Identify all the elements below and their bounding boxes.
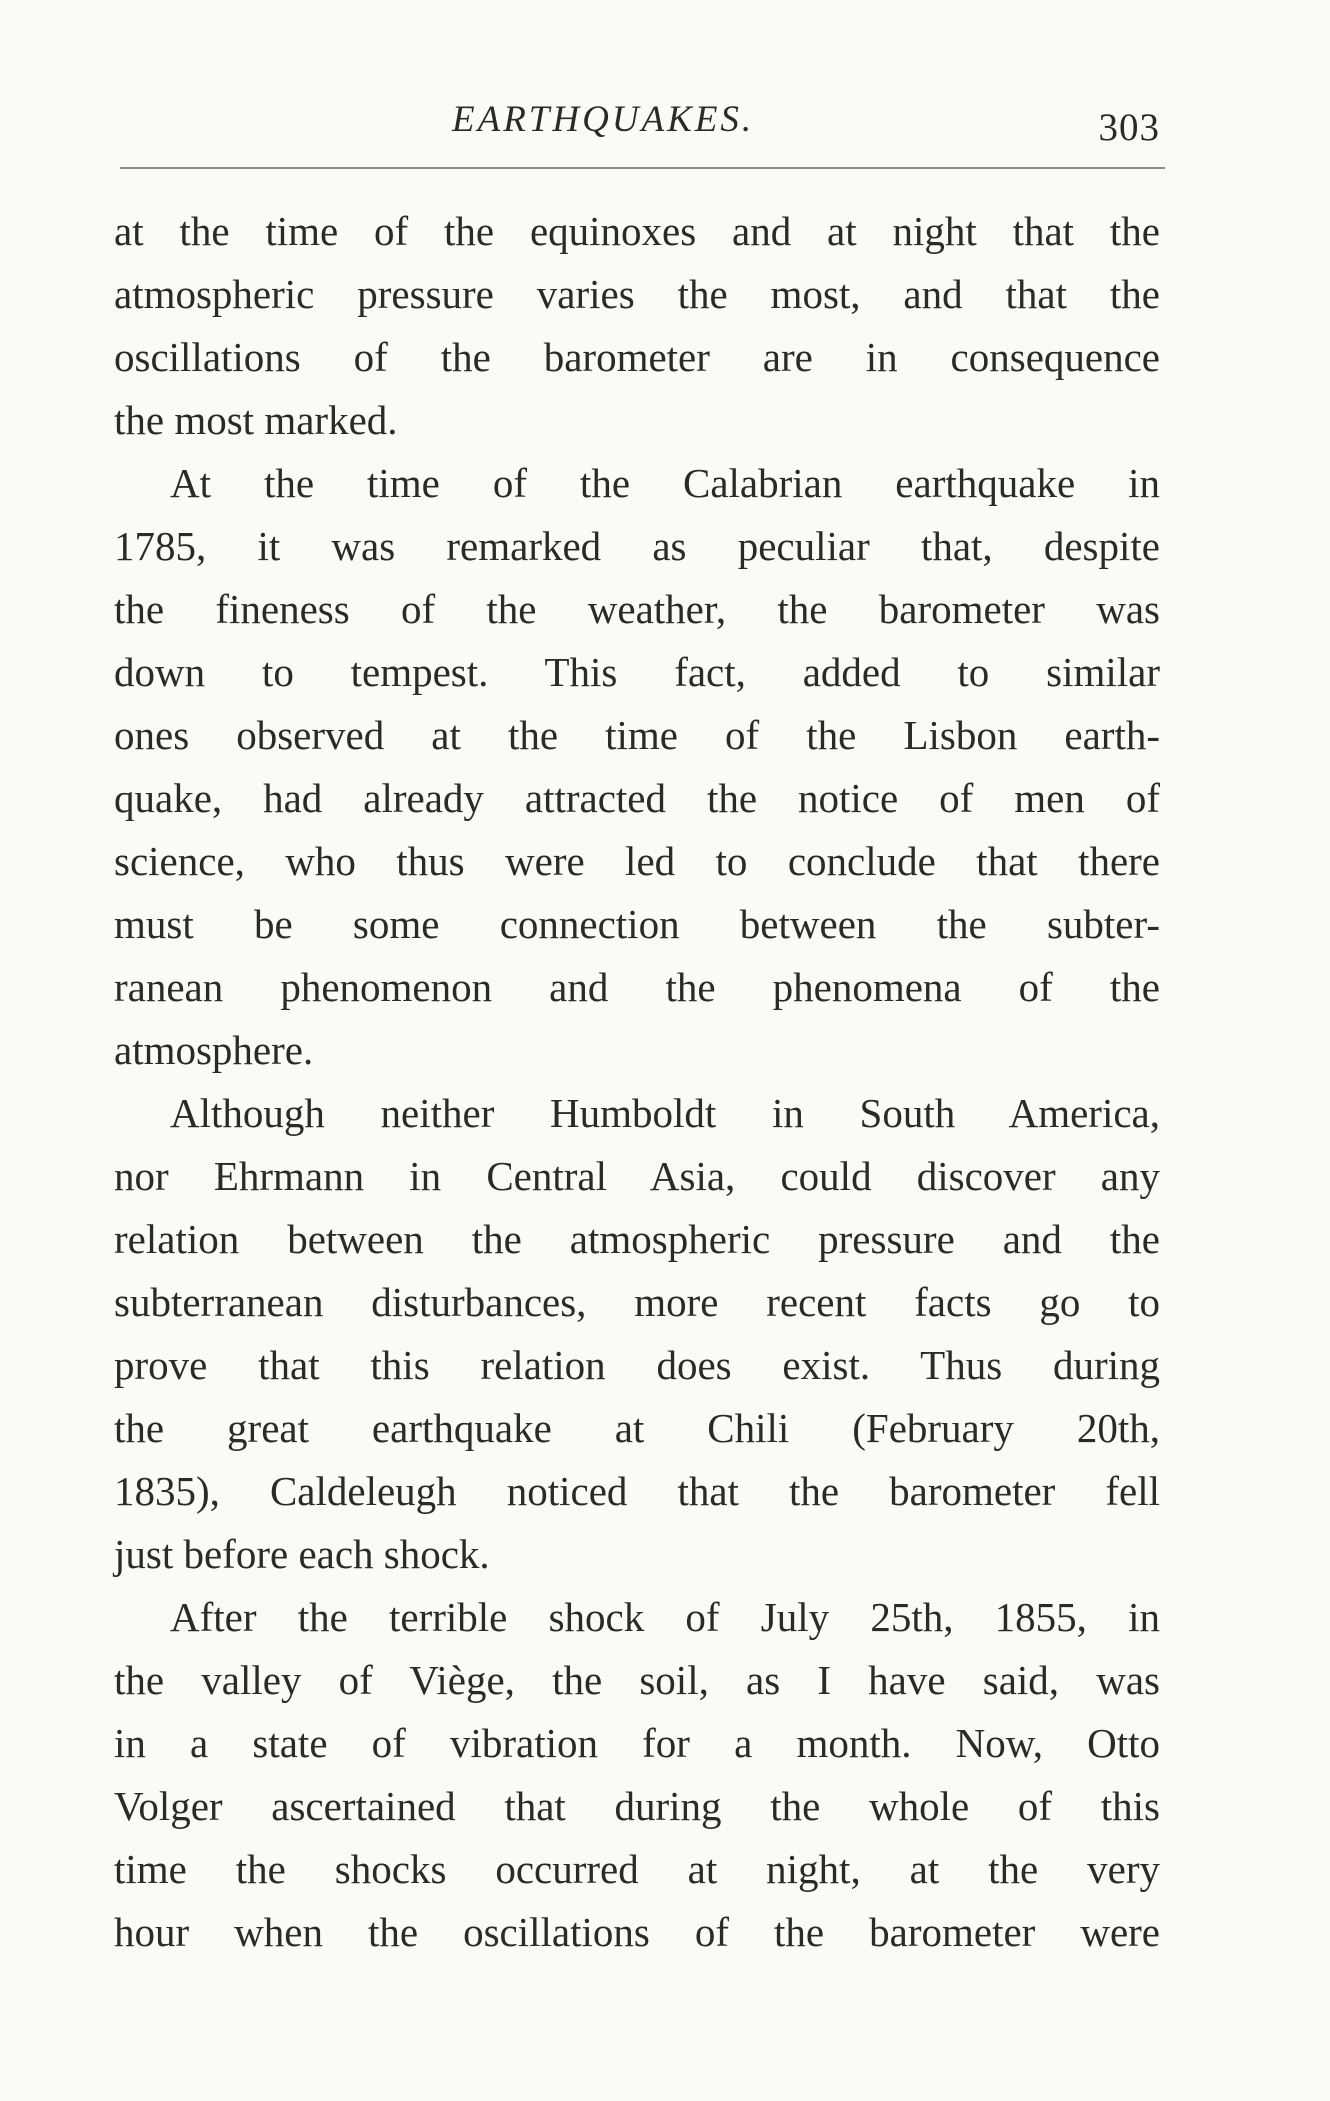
- text-line: science, who thus were led to conclude that there: [114, 838, 1160, 884]
- running-head: [0, 96, 1330, 149]
- text-line: subterranean disturbances, more recent facts go to: [114, 1279, 1160, 1325]
- text-line: the most marked.: [114, 397, 398, 443]
- page-number: 303: [1098, 106, 1160, 149]
- text-line: atmospheric pressure varies the most, and that the: [114, 271, 1160, 317]
- text-line: in a state of vibration for a month. Now, Otto: [114, 1720, 1160, 1766]
- text-line: nor Ehrmann in Central Asia, could discover any: [114, 1153, 1160, 1199]
- text-line: ones observed at the time of the Lisbon earth-: [114, 712, 1160, 758]
- text-line: the great earthquake at Chili (February 20th,: [114, 1405, 1160, 1451]
- text-line: ranean phenomenon and the phenomena of the: [114, 964, 1160, 1010]
- running-title: EARTHQUAKES.: [452, 99, 755, 140]
- text-line: relation between the atmospheric pressure and the: [114, 1216, 1160, 1262]
- paragraph-first-line: After the terrible shock of July 25th, 1855, in: [170, 1594, 1160, 1640]
- text-line: prove that this relation does exist. Thus during: [114, 1342, 1160, 1388]
- body-text: [114, 200, 1160, 1964]
- paragraph-first-line: At the time of the Calabrian earthquake in: [170, 460, 1160, 506]
- text-line: must be some connection between the subter-: [114, 901, 1160, 947]
- text-line: at the time of the equinoxes and at night that the: [114, 208, 1160, 254]
- text-line: 1785, it was remarked as peculiar that, despite: [114, 523, 1160, 569]
- text-line: just before each shock.: [114, 1531, 490, 1577]
- text-line: the fineness of the weather, the barometer was: [114, 586, 1160, 632]
- text-line: hour when the oscillations of the barometer were: [114, 1909, 1160, 1955]
- text-line: down to tempest. This fact, added to similar: [114, 649, 1160, 695]
- text-line: 1835), Caldeleugh noticed that the barometer fell: [114, 1468, 1160, 1514]
- text-line: atmosphere.: [114, 1027, 314, 1073]
- text-line: quake, had already attracted the notice of men of: [114, 775, 1160, 821]
- header-rule: [120, 167, 1165, 169]
- text-line: Volger ascertained that during the whole of this: [114, 1783, 1160, 1829]
- text-line: time the shocks occurred at night, at the very: [114, 1846, 1160, 1892]
- text-line: the valley of Viège, the soil, as I have said, was: [114, 1657, 1160, 1703]
- text-line: oscillations of the barometer are in consequence: [114, 334, 1160, 380]
- paragraph-first-line: Although neither Humboldt in South America,: [170, 1090, 1160, 1136]
